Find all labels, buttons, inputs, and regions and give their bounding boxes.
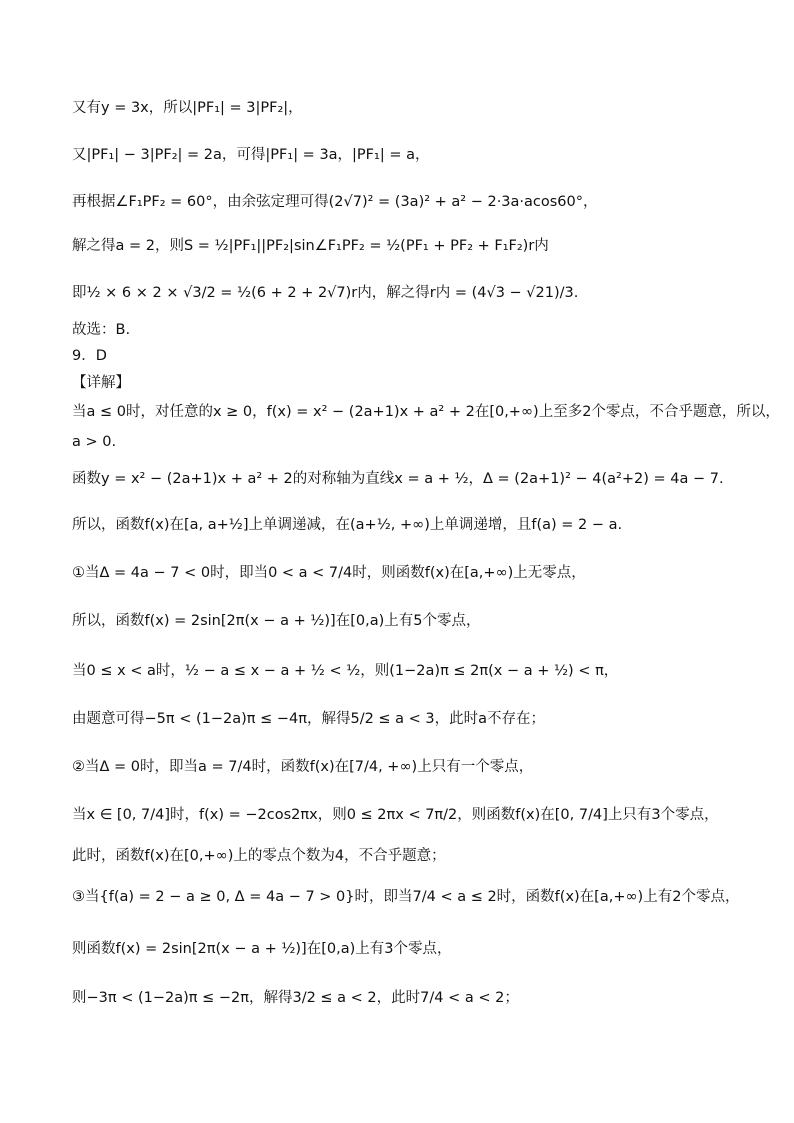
line-11: 函数y = x² − (2a+1)x + a² + 2的对称轴为直线x = a + ½，Δ = (2a+1)² − 4(a²+2) = 4a − 7. [72,471,724,487]
line-06: 故选：B. [72,322,131,338]
line-17: ②当Δ = 0时，即当a = 7/4时，函数f(x)在[7/4, +∞)上只有一个零点， [72,759,534,775]
line-19: 此时，函数f(x)在[0,+∞)上的零点个数为4，不合乎题意； [72,848,446,864]
line-10: a > 0. [72,434,117,450]
line-15: 当0 ≤ x < a时，½ − a ≤ x − a + ½ < ½，则(1−2a)π ≤ 2π(x − a + ½) < π， [72,663,619,679]
line-04: 解之得a = 2，则S = ½|PF₁||PF₂|sin∠F₁PF₂ = ½(PF₁ + PF₂ + F₁F₂)r内 [72,238,549,254]
line-03: 再根据∠F₁PF₂ = 60°，由余弦定理可得(2√7)² = (3a)² + a² − 2·3a·acos60°， [72,194,598,210]
line-21: 则函数f(x) = 2sin[2π(x − a + ½)]在[0,a)上有3个零点， [72,941,452,957]
line-12: 所以，函数f(x)在[a, a+½]上单调递减，在(a+½, +∞)上单调递增，且f(a) = 2 − a. [72,517,623,533]
line-09: 当a ≤ 0时，对任意的x ≥ 0，f(x) = x² − (2a+1)x + a² + 2在[0,+∞)上至多2个零点，不合乎题意，所以， [72,404,780,420]
line-18: 当x ∈ [0, 7/4]时，f(x) = −2cos2πx，则0 ≤ 2πx < 7π/2，则函数f(x)在[0, 7/4]上只有3个零点， [72,807,719,823]
section-heading: 【详解】 [72,375,130,391]
line-14: 所以，函数f(x) = 2sin[2π(x − a + ½)]在[0,a)上有5个零点， [72,613,481,629]
question-number: 9．D [72,348,107,364]
line-01: 又有y = 3x，所以|PF₁| = 3|PF₂|， [72,100,303,116]
line-05: 即½ × 6 × 2 × √3/2 = ½(6 + 2 + 2√7)r内，解之得r内 = (4√3 − √21)/3. [72,285,579,301]
line-20: ③当{f(a) = 2 − a ≥ 0, Δ = 4a − 7 > 0}时，即当7/4 < a ≤ 2时，函数f(x)在[a,+∞)上有2个零点， [72,889,740,905]
line-22: 则−3π < (1−2a)π ≤ −2π，解得3/2 ≤ a < 2，此时7/4 < a < 2； [72,990,519,1006]
line-02: 又|PF₁| − 3|PF₂| = 2a，可得|PF₁| = 3a，|PF₁| = a， [72,147,430,163]
line-16: 由题意可得−5π < (1−2a)π ≤ −4π，解得5/2 ≤ a < 3，此时a不存在； [72,711,546,727]
line-13: ①当Δ = 4a − 7 < 0时，即当0 < a < 7/4时，则函数f(x)在[a,+∞)上无零点， [72,565,586,581]
